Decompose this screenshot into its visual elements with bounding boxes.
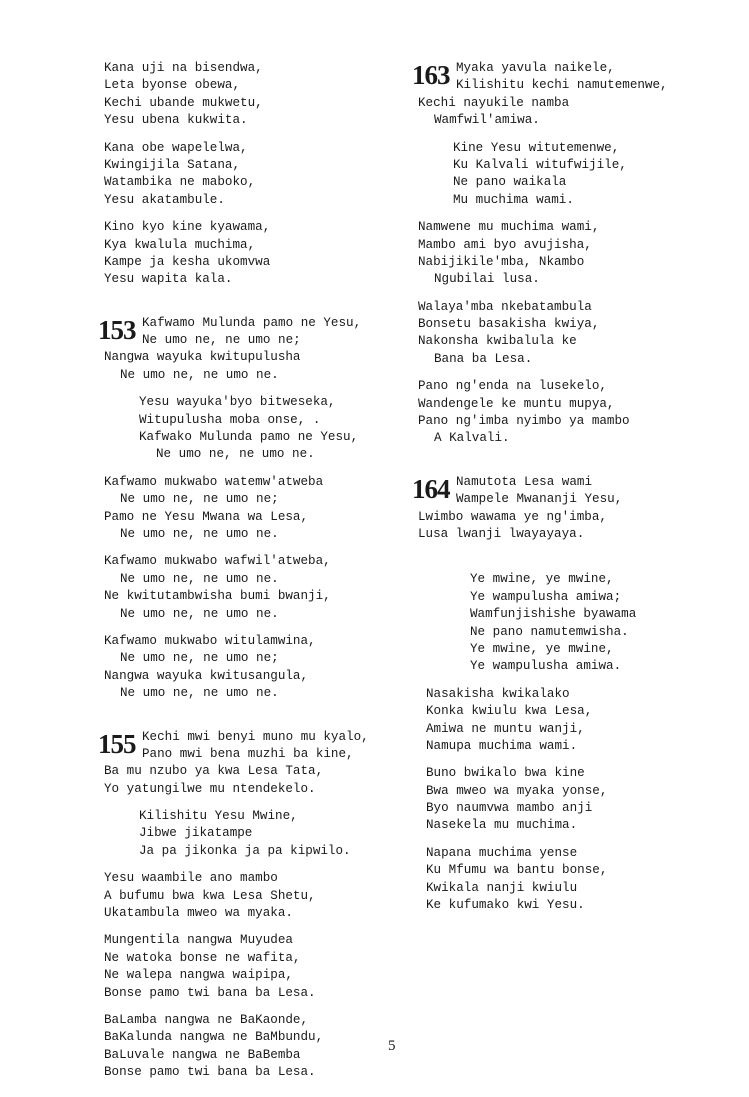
lyric-line: Ku Kalvali witufwijile, bbox=[453, 157, 627, 172]
lyric-line: Ke kufumako kwi Yesu. bbox=[426, 898, 585, 913]
lyric-line: Ne umo ne, ne umo ne; bbox=[120, 492, 279, 507]
lyric-line: Ku Mfumu wa bantu bonse, bbox=[426, 863, 608, 878]
lyric-line: Mungentila nangwa Muyudea bbox=[104, 933, 293, 948]
lyric-line: Kafwamo mukwabo wafwil'atweba, bbox=[104, 554, 331, 569]
lyric-line: Yesu ubena kukwita. bbox=[104, 113, 248, 128]
stanza bbox=[104, 553, 404, 623]
stanza bbox=[418, 765, 718, 835]
lyric-line: Ne umo ne, ne umo ne. bbox=[156, 447, 315, 462]
lyric-line: Nangwa wayuka kwitusangula, bbox=[104, 668, 309, 683]
lyric-line: Ne umo ne, ne umo ne; bbox=[142, 333, 301, 348]
lyric-line: Ne watoka bonse ne wafita, bbox=[104, 950, 301, 965]
lyric-line: Ne umo ne, ne umo ne; bbox=[120, 651, 279, 666]
lyric-line: Lwimbo wawama ye ng'imba, bbox=[418, 509, 607, 524]
lyric-line: Lusa lwanji lwayayaya. bbox=[418, 526, 585, 541]
lyric-line: Kwingijila Satana, bbox=[104, 157, 241, 172]
lyric-line: Bana ba Lesa. bbox=[434, 351, 533, 366]
hymn-number: 153 bbox=[98, 314, 136, 345]
stanza bbox=[418, 845, 718, 915]
lyric-line: Kana obe wapelelwa, bbox=[104, 140, 248, 155]
stanza bbox=[104, 474, 404, 544]
lyric-line: BaLamba nangwa ne BaKaonde, bbox=[104, 1012, 309, 1027]
lyric-line: Kilishitu kechi namutemenwe, bbox=[456, 78, 668, 93]
lyric-line: Yesu wapita kala. bbox=[104, 272, 233, 287]
lyric-line: A bufumu bwa kwa Lesa Shetu, bbox=[104, 888, 316, 903]
lyric-line: Pano ng'imba nyimbo ya mambo bbox=[418, 414, 630, 429]
lyric-line: Napana muchima yense bbox=[426, 845, 578, 860]
lyric-line: Ba mu nzubo ya kwa Lesa Tata, bbox=[104, 764, 324, 779]
lyric-line: Ne umo ne, ne umo ne. bbox=[120, 686, 279, 701]
lyric-line: Kampe ja kesha ukomvwa bbox=[104, 254, 271, 269]
lyric-line: Kechi ubande mukwetu, bbox=[104, 95, 263, 110]
lyric-line: Bwa mweo wa myaka yonse, bbox=[426, 783, 608, 798]
lyric-line: Ye wampulusha amiwa. bbox=[470, 659, 622, 674]
lyric-line: Nabijikile'mba, Nkambo bbox=[418, 254, 585, 269]
lyric-line: Kana uji na bisendwa, bbox=[104, 61, 263, 75]
lyric-line: Ye wampulusha amiwa; bbox=[470, 589, 622, 604]
lyric-line: BaKalunda nangwa ne BaMbundu, bbox=[104, 1030, 324, 1045]
stanza bbox=[104, 1012, 404, 1082]
lyric-line: Witupulusha moba onse, . bbox=[139, 412, 321, 427]
lyric-line: Ja pa jikonka ja pa kipwilo. bbox=[139, 843, 351, 858]
lyric-line: Leta byonse obewa, bbox=[104, 78, 241, 93]
lyric-line: Nasekela mu muchima. bbox=[426, 818, 578, 833]
lyric-line: Yesu wayuka'byo bitweseka, bbox=[139, 395, 336, 410]
lyric-line: Kafwamo mukwabo watemw'atweba bbox=[104, 474, 324, 489]
lyric-line: Yesu akatambule. bbox=[104, 192, 225, 207]
lyric-line: Ne kwitutambwisha bumi bwanji, bbox=[104, 589, 331, 604]
lyric-line: Konka kwiulu kwa Lesa, bbox=[426, 704, 593, 719]
hymn-number: 164 bbox=[412, 473, 450, 504]
stanza bbox=[418, 378, 718, 448]
stanza bbox=[104, 870, 404, 922]
stanza bbox=[104, 219, 404, 289]
lyric-line: Byo naumvwa mambo anji bbox=[426, 801, 593, 816]
lyric-line: Pano mwi bena muzhi ba kine, bbox=[142, 746, 354, 761]
lyric-line: Ne umo ne, ne umo ne. bbox=[120, 571, 279, 586]
lyric-line: Ngubilai lusa. bbox=[434, 272, 540, 287]
lyric-line: Yo yatungilwe mu ntendekelo. bbox=[104, 781, 316, 796]
left-column bbox=[98, 60, 404, 1092]
lyric-line: Namwene mu muchima wami, bbox=[418, 220, 600, 235]
right-column bbox=[412, 60, 718, 924]
lyric-line: Bonse pamo twi bana ba Lesa. bbox=[104, 985, 316, 1000]
chorus bbox=[104, 394, 404, 464]
stanza bbox=[104, 729, 404, 799]
stanza bbox=[104, 140, 404, 210]
lyric-line: Ye mwine, ye mwine, bbox=[470, 572, 614, 587]
lyric-line: Kafwamo Mulunda pamo ne Yesu, bbox=[142, 315, 362, 330]
stanza bbox=[104, 633, 404, 703]
lyric-line: Bonse pamo twi bana ba Lesa. bbox=[104, 1065, 316, 1080]
lyric-line: Pamo ne Yesu Mwana wa Lesa, bbox=[104, 509, 309, 524]
lyric-line: Kya kwalula muchima, bbox=[104, 237, 256, 252]
lyric-line: Nakonsha kwibalula ke bbox=[418, 334, 577, 349]
hymn-number: 155 bbox=[98, 728, 136, 759]
lyric-line: Kwikala nanji kwiulu bbox=[426, 880, 578, 895]
chorus bbox=[418, 571, 718, 675]
lyric-line: Kino kyo kine kyawama, bbox=[104, 220, 271, 235]
stanza bbox=[104, 315, 404, 385]
lyric-line: Namupa muchima wami. bbox=[426, 738, 578, 753]
lyric-line: Jibwe jikatampe bbox=[139, 826, 253, 841]
lyric-line: Kafwako Mulunda pamo ne Yesu, bbox=[139, 430, 359, 445]
lyric-line: Mambo ami byo avujisha, bbox=[418, 237, 592, 252]
lyric-line: Kine Yesu witutemenwe, bbox=[453, 140, 620, 155]
hymn-164 bbox=[412, 473, 718, 915]
lyric-line: Namutota Lesa wami bbox=[456, 474, 593, 489]
lyric-line: Kafwamo mukwabo witulamwina, bbox=[104, 633, 316, 648]
lyric-line: Yesu waambile ano mambo bbox=[104, 871, 278, 886]
lyric-line: Wampele Mwananji Yesu, bbox=[456, 492, 623, 507]
lyric-line: Nasakisha kwikalako bbox=[426, 686, 570, 701]
stanza bbox=[104, 932, 404, 1002]
lyric-line: Ne umo ne, ne umo ne. bbox=[120, 606, 279, 621]
hymn-155 bbox=[98, 728, 404, 1082]
lyric-line: Buno bwikalo bwa kine bbox=[426, 766, 585, 781]
lyric-line: Pano ng'enda na lusekelo, bbox=[418, 379, 607, 394]
lyric-line: Mu muchima wami. bbox=[453, 192, 574, 207]
lyric-line: Kilishitu Yesu Mwine, bbox=[139, 809, 298, 824]
stanza bbox=[418, 219, 718, 289]
lyric-line: BaLuvale nangwa ne BaBemba bbox=[104, 1047, 301, 1062]
lyric-line: Ne pano namutemwisha. bbox=[470, 624, 629, 639]
lyric-line: Wamfunjishishe byawama bbox=[470, 607, 637, 622]
lyric-line: Ye mwine, ye mwine, bbox=[470, 641, 614, 656]
chorus bbox=[418, 140, 718, 210]
lyric-line: A Kalvali. bbox=[434, 431, 510, 446]
lyric-line: Ne umo ne, ne umo ne. bbox=[120, 367, 279, 382]
stanza bbox=[418, 60, 718, 130]
lyric-line: Ne umo ne, ne umo ne. bbox=[120, 526, 279, 541]
hymn-153 bbox=[98, 314, 404, 703]
lyric-line: Ukatambula mweo wa myaka. bbox=[104, 906, 293, 921]
lyric-line: Wamfwil'amiwa. bbox=[434, 113, 540, 128]
lyric-line: Watambika ne maboko, bbox=[104, 175, 256, 190]
page-number: 5 bbox=[388, 1038, 396, 1054]
lyric-line: Kechi mwi benyi muno mu kyalo, bbox=[142, 729, 369, 744]
lyric-line: Nangwa wayuka kwitupulusha bbox=[104, 350, 301, 365]
lyric-line: Ne pano waikala bbox=[453, 175, 567, 190]
lyric-line: Wandengele ke muntu mupya, bbox=[418, 396, 615, 411]
lyric-line: Walaya'mba nkebatambula bbox=[418, 299, 592, 314]
lyric-line: Bonsetu basakisha kwiya, bbox=[418, 317, 600, 332]
lyric-line: Ne walepa nangwa waipipa, bbox=[104, 968, 293, 983]
hymn-163 bbox=[412, 60, 718, 448]
stanza bbox=[418, 299, 718, 369]
chorus bbox=[104, 808, 404, 860]
stanza bbox=[418, 474, 718, 544]
lyric-line: Kechi nayukile namba bbox=[418, 95, 570, 110]
hymn-number: 163 bbox=[412, 60, 450, 90]
lyric-line: Amiwa ne muntu wanji, bbox=[426, 721, 585, 736]
stanza bbox=[104, 60, 404, 130]
stanza bbox=[418, 686, 718, 756]
lyric-line: Myaka yavula naikele, bbox=[456, 61, 615, 75]
